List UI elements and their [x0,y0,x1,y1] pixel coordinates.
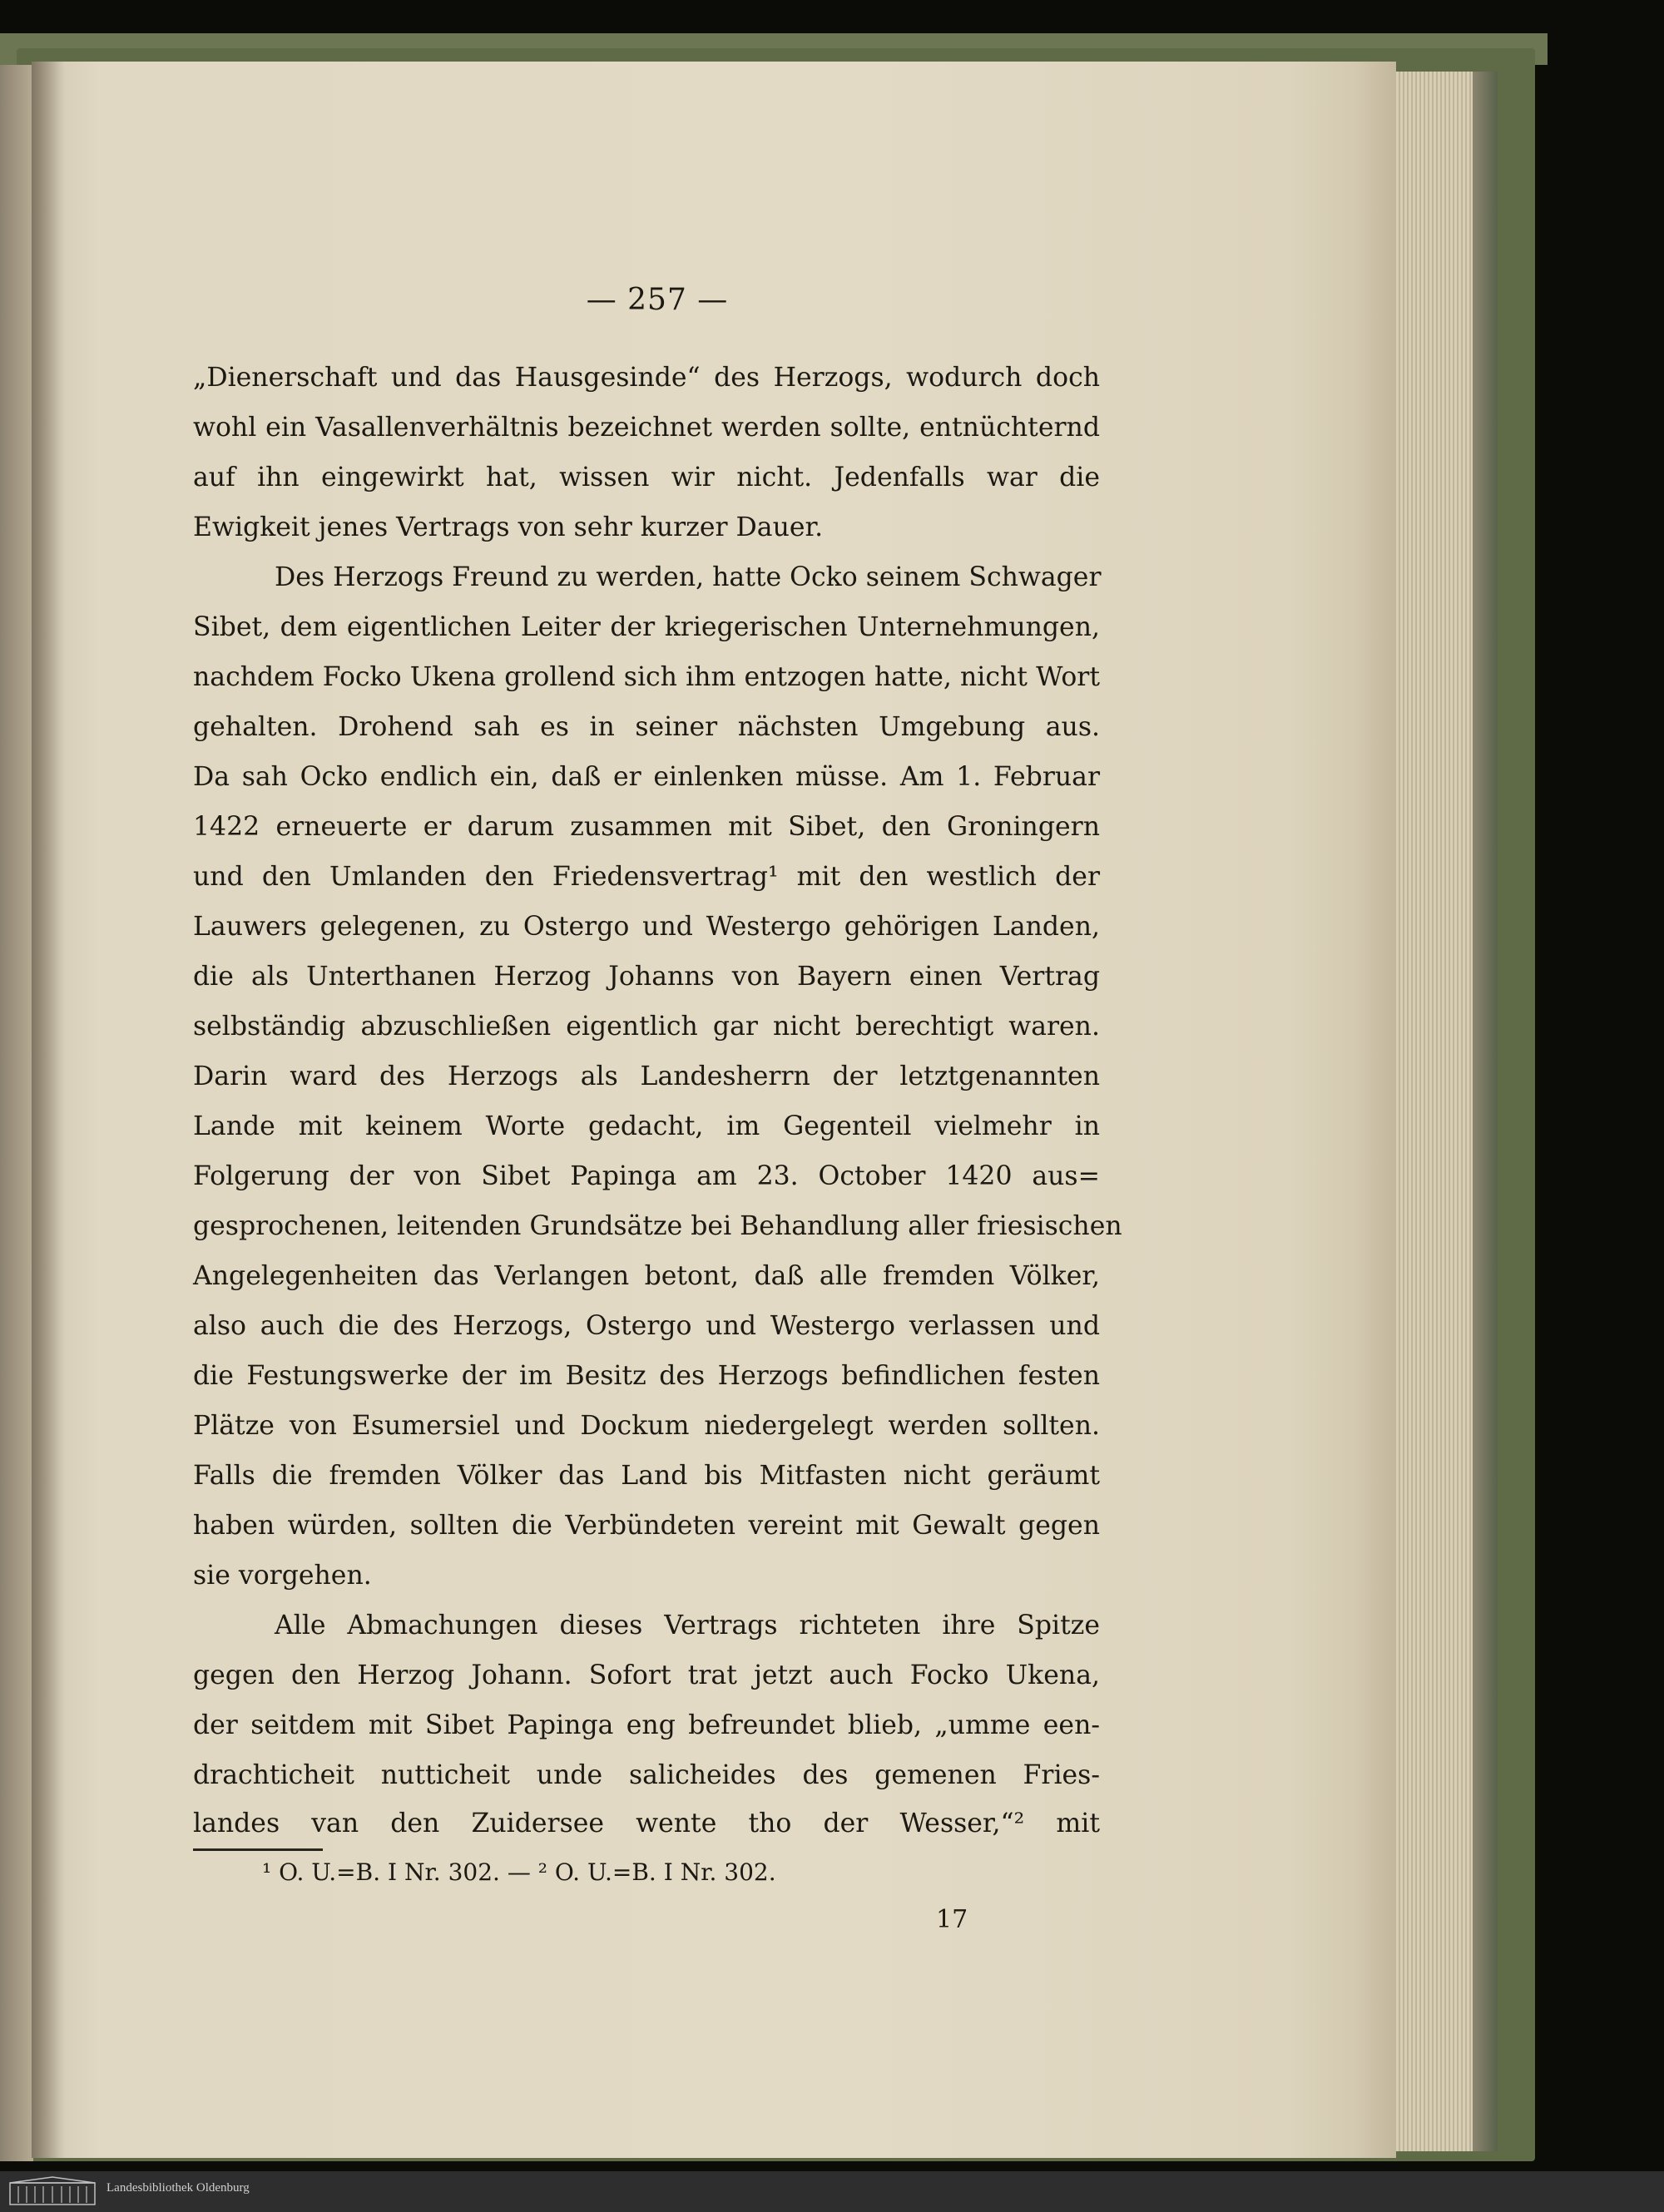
text-line: 1422 erneuerte er darum zusammen mit Sibet, den Groningern [193,812,1100,842]
text-line: selbständig abzuschließen eigentlich gar nicht berechtigt waren. [193,1012,1100,1042]
text-line: Sibet, dem eigentlichen Leiter der kriegerischen Unternehmungen, [193,612,1100,642]
cover-edge [1473,72,1498,2151]
page-edges [1396,72,1473,2151]
text-line: Folgerung der von Sibet Papinga am 23. October 1420 aus= [193,1161,1100,1191]
previous-page-edge [0,65,33,2161]
text-line: Angelegenheiten das Verlangen betont, daß alle fremden Völker, [193,1261,1100,1291]
library-name[interactable]: Landesbibliothek Oldenburg [106,2181,250,2195]
text-line: „Dienerschaft und das Hausgesinde“ des Herzogs, wodurch doch [193,363,1100,393]
text-line: Darin ward des Herzogs als Landesherrn der letztgenannten [193,1061,1100,1091]
text-line: gesprochenen, leitenden Grundsätze bei Behandlung aller friesischen [193,1211,1122,1241]
text-line: Lauwers gelegenen, zu Ostergo und Westergo gehörigen Landen, [193,912,1100,942]
text-line: Ewigkeit jenes Vertrags von sehr kurzer Dauer. [193,512,824,542]
text-line: landes van den Zuidersee wente tho der Wesser,“² mit [193,1809,1100,1838]
text-line: Plätze von Esumersiel und Dockum niedergelegt werden sollten. [193,1411,1100,1441]
signature-mark: 17 [936,1905,968,1934]
page-number: — 257 — [586,283,729,317]
text-line: Da sah Ocko endlich ein, daß er einlenken müsse. Am 1. Februar [193,762,1100,792]
text-line: sie vorgehen. [193,1561,372,1591]
text-line: wohl ein Vasallenverhältnis bezeichnet werden sollte, entnüchternd [193,413,1100,443]
text-line: also auch die des Herzogs, Ostergo und Westergo verlassen und [193,1311,1100,1341]
text-line: haben würden, sollten die Verbündeten vereint mit Gewalt gegen [193,1511,1100,1541]
footnote: ¹ O. U.=B. I Nr. 302. — ² O. U.=B. I Nr. 302. [262,1858,776,1886]
text-line: nachdem Focko Ukena grollend sich ihm entzogen hatte, nicht Wort [193,662,1100,692]
text-line: drachticheit nutticheit unde salicheides des gemenen Fries- [193,1760,1100,1790]
text-line: Des Herzogs Freund zu werden, hatte Ocko seinem Schwager [275,562,1102,592]
text-line: gehalten. Drohend sah es in seiner nächsten Umgebung aus. [193,712,1100,742]
text-line: die als Unterthanen Herzog Johanns von Bayern einen Vertrag [193,962,1100,992]
page-gutter-shadow [32,62,65,2158]
text-line: die Festungswerke der im Besitz des Herzogs befindlichen festen [193,1361,1100,1391]
text-line: Falls die fremden Völker das Land bis Mitfasten nicht geräumt [193,1461,1100,1491]
text-line: Alle Abmachungen dieses Vertrags richteten ihre Spitze [275,1611,1100,1640]
viewer-footer [0,2171,1664,2212]
text-line: auf ihn eingewirkt hat, wissen wir nicht. Jedenfalls war die [193,463,1100,492]
library-building-icon [7,2176,98,2206]
text-line: und den Umlanden den Friedensvertrag¹ mit den westlich der [193,862,1100,892]
text-line: gegen den Herzog Johann. Sofort trat jetzt auch Focko Ukena, [193,1660,1100,1690]
text-line: der seitdem mit Sibet Papinga eng befreundet blieb, „umme een- [193,1710,1100,1740]
footnote-rule [193,1848,323,1851]
text-line: Lande mit keinem Worte gedacht, im Gegenteil vielmehr in [193,1111,1100,1141]
